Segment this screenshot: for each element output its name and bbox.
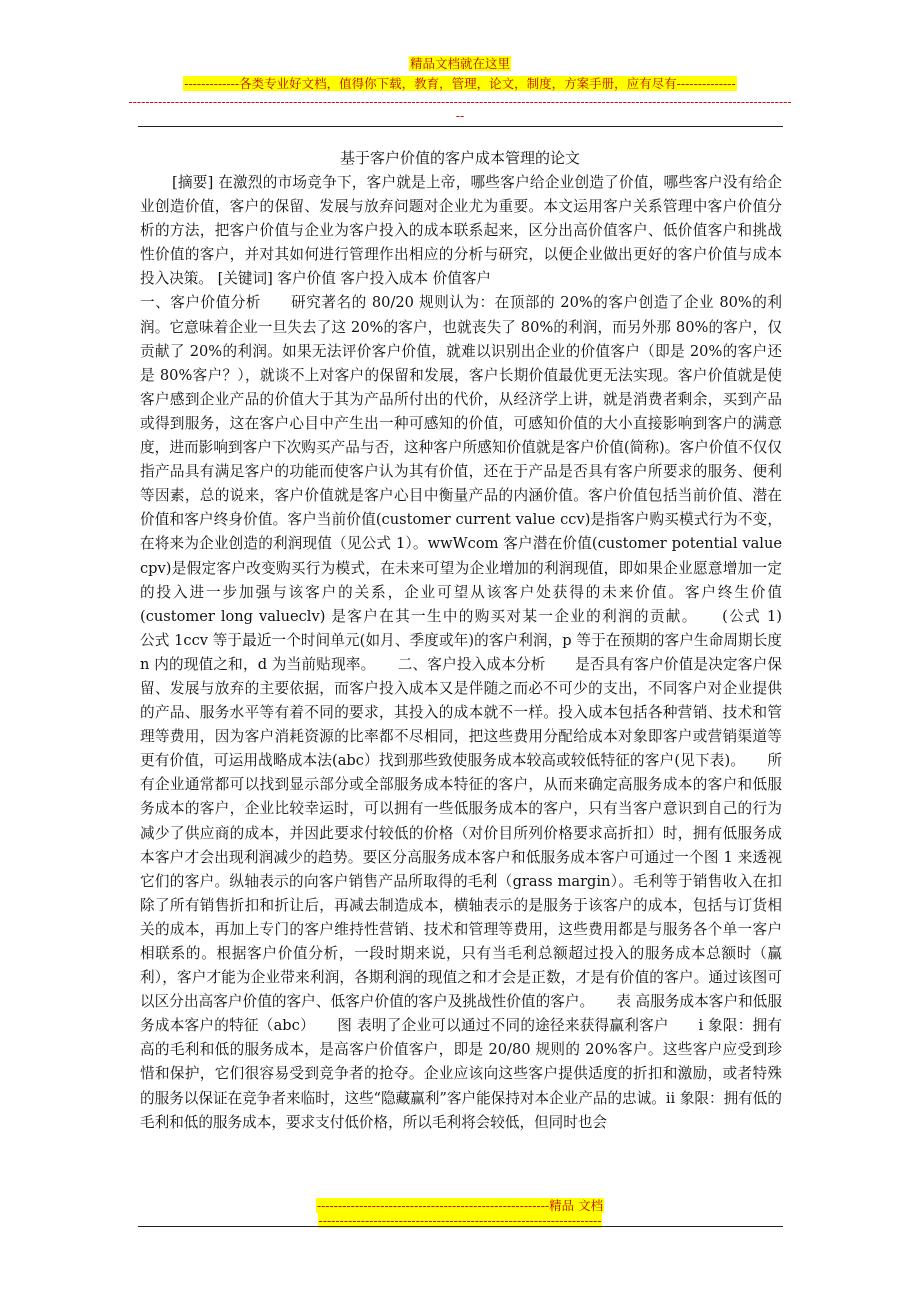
main-paragraph: [140, 291, 812, 1134]
main-text: 一、客户价值分析 研究著名的 80/20 规则认为：在顶部的 20%的客户创造了企业 80%的利润。它意味着企业一旦失去了这 20%的客户，也就丧失了 80%的利润，而另外那 80%的客户，仅贡献了 20%的利润。如果无法评价客户价值，就难以识别出企业的价值客户（即是 20%的客户还是 80%客户？），就谈不上对客户的保留和发展，客户长期价值最优更无法实现。客户价值就是使客户感到企业产品的价值大于其为产品所付出的代价，从经济学上讲，就是消费者剩余，买到产品或得到服务，这在客户心目中产生出一种可感知的价值，可感知价值的大小直接影响到客户的满意度，进而影响到客户下次购买产品与否，这种客户所感知价值就是客户价值(简称)。客户价值不仅仅指产品具有满足客户的功能而使客户认为其有价值，还在于产品是否具有客户所要求的服务、便利等因素，总的说来，客户价值就是客户心目中衡量产品的内涵价值。客户价值包括当前价值、潜在价值和客户终身价值。客户当前价值(customer current value ccv)是指客户购买模式行为不变，在将来为企业创造的利润现值（见公式 1）。wwWcom 客户潜在价值(customer potential value cpv)是假定客户改变购买行为模式，在未来可望为企业增加的利润现值，即如果企业愿意增加一定的投入进一步加强与该客户的关系，企业可望从该客户处获得的未来价值。客户终生价值(customer long valueclv) 是客户在其一生中的购买对某一企业的利润的贡献。 (公式 1) 公式 1ccv 等于最近一个时间单元(如月、季度或年)的客户利润，p 等于在预期的客户生命周期长度 n 内的现值之和，d 为当前贴现率。 二、客户投入成本分析 是否具有客户价值是决定客户保留、发展与放弃的主要依据，而客户投入成本又是伴随之而必不可少的支出，不同客户对企业提供的产品、服务水平等有着不同的要求，其投入的成本就不一样。投入成本包括各种营销、技术和管理等费用，因为客户消耗资源的比率都不尽相同，把这些费用分配给成本对象即客户或营销渠道等更有价值，可运用战略成本法(abc）找到那些致使服务成本较高或较低特征的客户(见下表)。 所有企业通常都可以找到显示部分或全部服务成本特征的客户，从而来确定高服务成本的客户和低服务成本的客户，企业比较幸运时，可以拥有一些低服务成本的客户，只有当客户意识到自己的行为减少了供应商的成本，并因此要求付较低的价格（对价目所列价格要求高折扣）时，拥有低服务成本客户才会出现利润减少的趋势。要区分高服务成本客户和低服务成本客户可通过一个图 1 来透视它们的客户。纵轴表示的向客户销售产品所取得的毛利（grass margin）。毛利等于销售收入在扣除了所有销售折扣和折让后，再减去制造成本，横轴表示的是服务于该客户的成本，包括与订货相关的成本，再加上专门的客户维持性营销、技术和管理等费用，这些费用都是与服务各个单一客户相联系的。根据客户价值分析，一段时期来说，只有当毛利总额超过投入的服务成本总额时（赢利），客户才能为企业带来利润，各期利润的现值之和才会是正数，才是有价值的客户。通过该图可以区分出高客户价值的客户、低客户价值的客户及挑战性价值的客户。 表 高服务成本客户和低服务成本客户的特征（abc） 图 表明了企业可以通过不同的途径来获得赢利客户 i 象限：拥有高的毛利和低的服务成本，是高客户价值客户，即是 20/80 规则的 20%客户。这些客户应受到珍惜和保护，它们很容易受到竞争者的抢夺。企业应该向这些客户提供适度的折扣和激励，或者特殊的服务以保证在竞争者来临时，这些“隐藏赢利”客户能保持对本企业产品的忠诚。ii 象限：拥有低的毛利和低的服务成本，要求支付低价格，所以毛利将会较低，但同时也会: [140, 294, 812, 1131]
header-slogan: -------------各类专业好文档，值得你下载，教育，管理，论文，制度，方案手册，应有尽有--------------: [184, 76, 736, 91]
header-dash-tail: --: [455, 108, 465, 123]
header-rule: [138, 126, 783, 127]
header-title: 精品文档就在这里: [409, 56, 510, 71]
abstract-paragraph: [140, 171, 782, 291]
footer-rule: [138, 1226, 783, 1227]
document-title: 基于客户价值的客户成本管理的论文: [339, 149, 580, 167]
abstract-text: [摘要] 在激烈的市场竞争下，客户就是上帝，哪些客户给企业创造了价值，哪些客户没有给企业创造价值，客户的保留、发展与放弃问题对企业尤为重要。本文运用客户关系管理中客户价值分析的方法，把客户价值与企业为客户投入的成本联系起来，区分出高价值客户、低价值客户和挑战性价值的客户，并对其如何进行管理作出相应的分析与研究，以便企业做出更好的客户价值与成本投入决策。 [关键词] 客户价值 客户投入成本 价值客户: [140, 174, 782, 288]
header-dash-line: -------------------------------------------------------------------------------------------------------------------------------------------------------------: [128, 94, 792, 109]
footer-dash-line: -------------------------------------------------------------------: [318, 1213, 602, 1228]
document-body: [140, 171, 812, 1135]
footer-label: -------------------------------------------------------精品 文档: [316, 1198, 604, 1213]
